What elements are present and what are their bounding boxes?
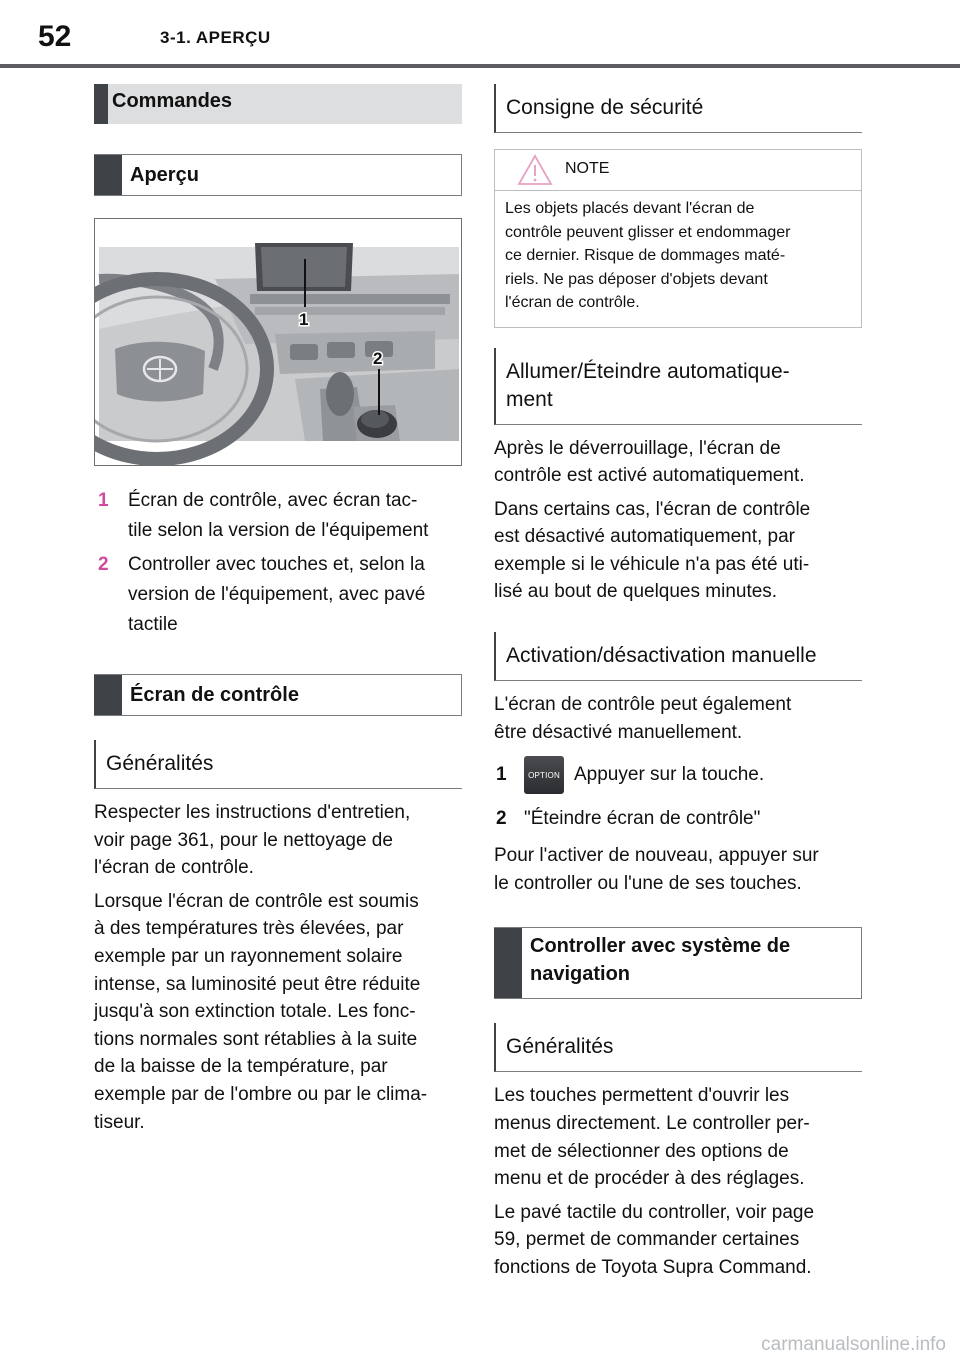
text-line: Pour l'activer de nouveau, appuyer sur [494, 845, 819, 867]
text-line: Après le déverrouillage, l'écran de [494, 437, 781, 459]
legend-text: tactile [128, 614, 178, 635]
heading-generalites: Généralités [94, 740, 462, 789]
text-line: tiseur. [94, 1111, 145, 1133]
text-line: exemple si le véhicule n'a pas été uti- [494, 553, 810, 575]
heading-consigne: Consigne de sécurité [494, 84, 862, 133]
legend-text: Controller avec touches et, selon la [128, 554, 425, 575]
text-line: être désactivé manuellement. [494, 721, 743, 743]
text-line: exemple par un rayonnement solaire [94, 945, 403, 967]
legend-number: 1 [98, 490, 109, 511]
heading-apercu-text: Aperçu [130, 164, 199, 186]
paragraph [494, 691, 862, 746]
option-button-icon: OPTION [524, 756, 564, 794]
paragraph [494, 1082, 862, 1192]
step-1 [494, 756, 862, 794]
legend-text: Écran de contrôle, avec écran tac- [128, 490, 418, 511]
legend-text: tile selon la version de l'équipement [128, 520, 429, 541]
paragraph [494, 435, 862, 490]
note-box [494, 149, 862, 328]
text-line: lisé au bout de quelques minutes. [494, 581, 778, 603]
text-line: ce dernier. Risque de dommages maté- [505, 247, 786, 264]
heading-commandes-text: Commandes [112, 90, 233, 112]
text-line: tions normales sont rétablies à la suite [94, 1028, 418, 1050]
text-line: contrôle est activé automatiquement. [494, 465, 805, 487]
step-2 [494, 808, 862, 830]
text-line: l'écran de contrôle. [505, 294, 640, 311]
text-line: met de sélectionner des options de [494, 1140, 789, 1162]
left-column [94, 84, 462, 1136]
heading-ecran [94, 674, 462, 716]
text-line: le controller ou l'une de ses touches. [494, 872, 802, 894]
text-line: Respecter les instructions d'entretien, [94, 802, 411, 823]
note-header [495, 150, 861, 191]
paragraph [94, 799, 462, 882]
text-line: exemple par de l'ombre ou par le clima- [94, 1083, 428, 1105]
text-line: fonctions de Toyota Supra Command. [494, 1257, 812, 1278]
text-line: riels. Ne pas déposer d'objets devant [505, 270, 768, 288]
heading-line: navigation [530, 963, 631, 986]
heading-activation: Activation/désactivation manuelle [494, 632, 862, 681]
paragraph [494, 1199, 862, 1282]
text-line: à des températures très élevées, par [94, 918, 404, 940]
legend-item-1 [94, 486, 462, 546]
text-line: menu et de procéder à des réglages. [494, 1168, 805, 1190]
text-line: Lorsque l'écran de contrôle est soumis [94, 890, 419, 912]
text-line: Le pavé tactile du controller, voir page [494, 1201, 815, 1223]
watermark: carmanualsonline.info [761, 1334, 946, 1355]
legend-item-2 [94, 550, 462, 640]
heading-line: Allumer/Éteindre automatique- [506, 359, 790, 383]
text-line: jusqu'à son extinction totale. Les fonc- [94, 1001, 416, 1023]
note-title: NOTE [565, 160, 610, 177]
right-column [494, 84, 862, 1282]
text-line: de la baisse de la température, par [94, 1056, 388, 1078]
text-line: L'écran de contrôle peut également [494, 694, 792, 716]
note-body [495, 191, 861, 327]
heading-ecran-text: Écran de contrôle [130, 684, 299, 706]
text-line: 59, permet de commander certaines [494, 1229, 800, 1251]
text-line: Les touches permettent d'ouvrir les [494, 1085, 790, 1107]
text-line: menus directement. Le controller per- [494, 1113, 810, 1135]
top-rule [0, 64, 960, 68]
warning-icon [517, 154, 553, 186]
text-line: Les objets placés devant l'écran de [505, 200, 755, 217]
dashboard-figure [94, 218, 462, 466]
paragraph [494, 842, 862, 897]
heading-apercu [94, 154, 462, 196]
text-line: voir page 361, pour le nettoyage de [94, 829, 393, 851]
heading-generalites-2: Généralités [494, 1023, 862, 1072]
section-label: 3-1. APERÇU [160, 28, 271, 47]
callout-2: 2 [373, 349, 383, 368]
heading-controller [494, 927, 862, 999]
text-line: l'écran de contrôle. [94, 857, 254, 879]
text-line: contrôle peuvent glisser et endommager [505, 223, 791, 241]
legend-text: version de l'équipement, avec pavé [128, 584, 426, 605]
step-number: 1 [496, 764, 507, 786]
text-line: est désactivé automatiquement, par [494, 526, 796, 548]
legend-number: 2 [98, 554, 109, 575]
paragraph [494, 496, 862, 606]
step-text: "Éteindre écran de contrôle" [524, 808, 761, 830]
text-line: intense, sa luminosité peut être réduite [94, 973, 421, 995]
callout-1: 1 [299, 310, 309, 329]
text-line: Dans certains cas, l'écran de contrôle [494, 498, 811, 520]
step-text: Appuyer sur la touche. [574, 764, 765, 786]
dashboard-illustration [95, 219, 462, 465]
step-number: 2 [496, 808, 507, 830]
paragraph [94, 888, 462, 1136]
heading-commandes [94, 84, 462, 124]
page-number: 52 [38, 20, 72, 53]
heading-line: ment [506, 387, 553, 411]
heading-allumer [494, 348, 862, 425]
heading-line: Controller avec système de [530, 935, 791, 958]
